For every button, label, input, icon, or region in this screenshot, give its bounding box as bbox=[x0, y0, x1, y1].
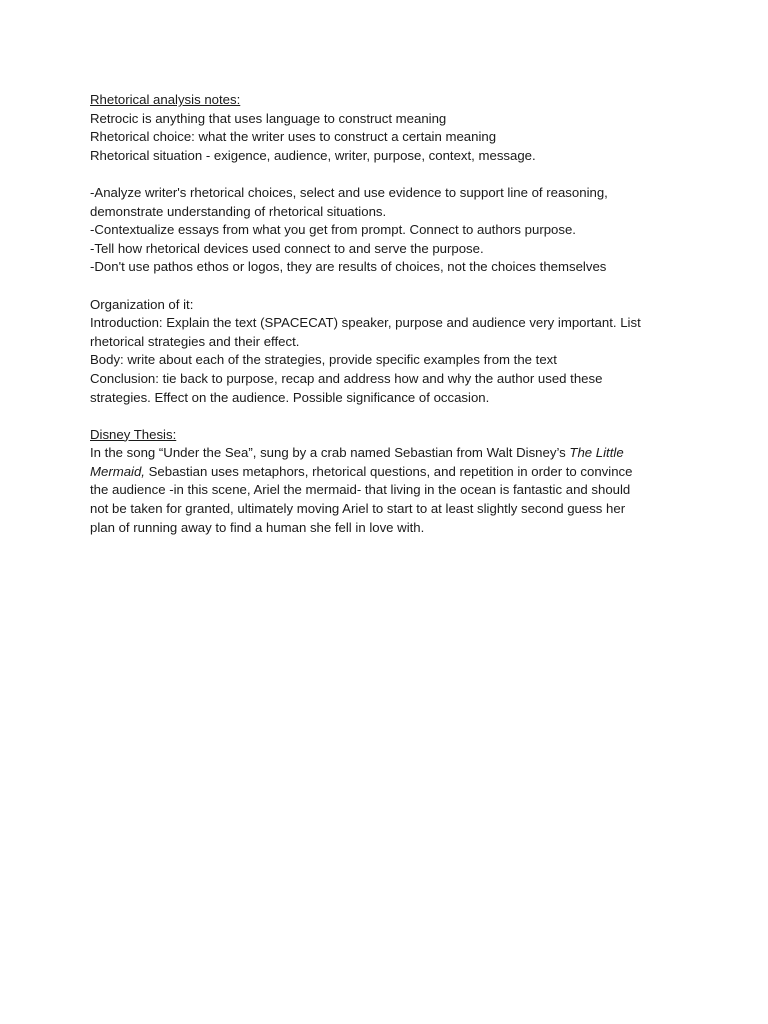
thesis-text: In the song “Under the Sea”, sung by a crab named Sebastian from Walt Disney’s bbox=[90, 445, 570, 461]
paragraph-gap bbox=[90, 277, 690, 296]
guideline-line: -Contextualize essays from what you get from prompt. Connect to authors purpose. bbox=[90, 222, 576, 238]
thesis-line bbox=[90, 444, 690, 463]
guideline-line: -Analyze writer's rhetorical choices, select and use evidence to support line of reasoning, bbox=[90, 184, 608, 200]
film-title-part: Mermaid, bbox=[90, 463, 145, 479]
thesis-line bbox=[90, 463, 690, 482]
organization-line: Conclusion: tie back to purpose, recap and address how and why the author used these bbox=[90, 370, 603, 386]
thesis-line: the audience -in this scene, Ariel the mermaid- that living in the ocean is fantastic and should bbox=[90, 482, 631, 498]
organization-heading: Organization of it: bbox=[90, 296, 194, 312]
thesis-heading: Disney Thesis: bbox=[90, 426, 177, 442]
document-body bbox=[90, 91, 690, 537]
paragraph-gap bbox=[90, 407, 690, 426]
organization-line: rhetorical strategies and their effect. bbox=[90, 333, 300, 349]
thesis-line: not be taken for granted, ultimately moving Ariel to start to at least slightly second guess her bbox=[90, 501, 626, 517]
film-title-part: The Little bbox=[569, 445, 624, 461]
thesis-line: plan of running away to find a human she fell in love with. bbox=[90, 519, 425, 535]
notes-line: Retrocic is anything that uses language to construct meaning bbox=[90, 110, 447, 126]
guideline-line: -Tell how rhetorical devices used connect to and serve the purpose. bbox=[90, 240, 484, 256]
organization-line: strategies. Effect on the audience. Possible significance of occasion. bbox=[90, 389, 490, 405]
notes-line: Rhetorical choice: what the writer uses to construct a certain meaning bbox=[90, 129, 497, 145]
guideline-line: -Don't use pathos ethos or logos, they are results of choices, not the choices themselves bbox=[90, 259, 607, 275]
thesis-text: Sebastian uses metaphors, rhetorical questions, and repetition in order to convince bbox=[144, 463, 633, 479]
notes-heading: Rhetorical analysis notes: bbox=[90, 92, 241, 107]
guideline-line: demonstrate understanding of rhetorical situations. bbox=[90, 203, 387, 219]
notes-line: Rhetorical situation - exigence, audience, writer, purpose, context, message. bbox=[90, 147, 536, 163]
organization-line: Introduction: Explain the text (SPACECAT) speaker, purpose and audience very important. List bbox=[90, 315, 641, 331]
organization-line: Body: write about each of the strategies, provide specific examples from the text bbox=[90, 352, 557, 368]
paragraph-gap bbox=[90, 165, 690, 184]
